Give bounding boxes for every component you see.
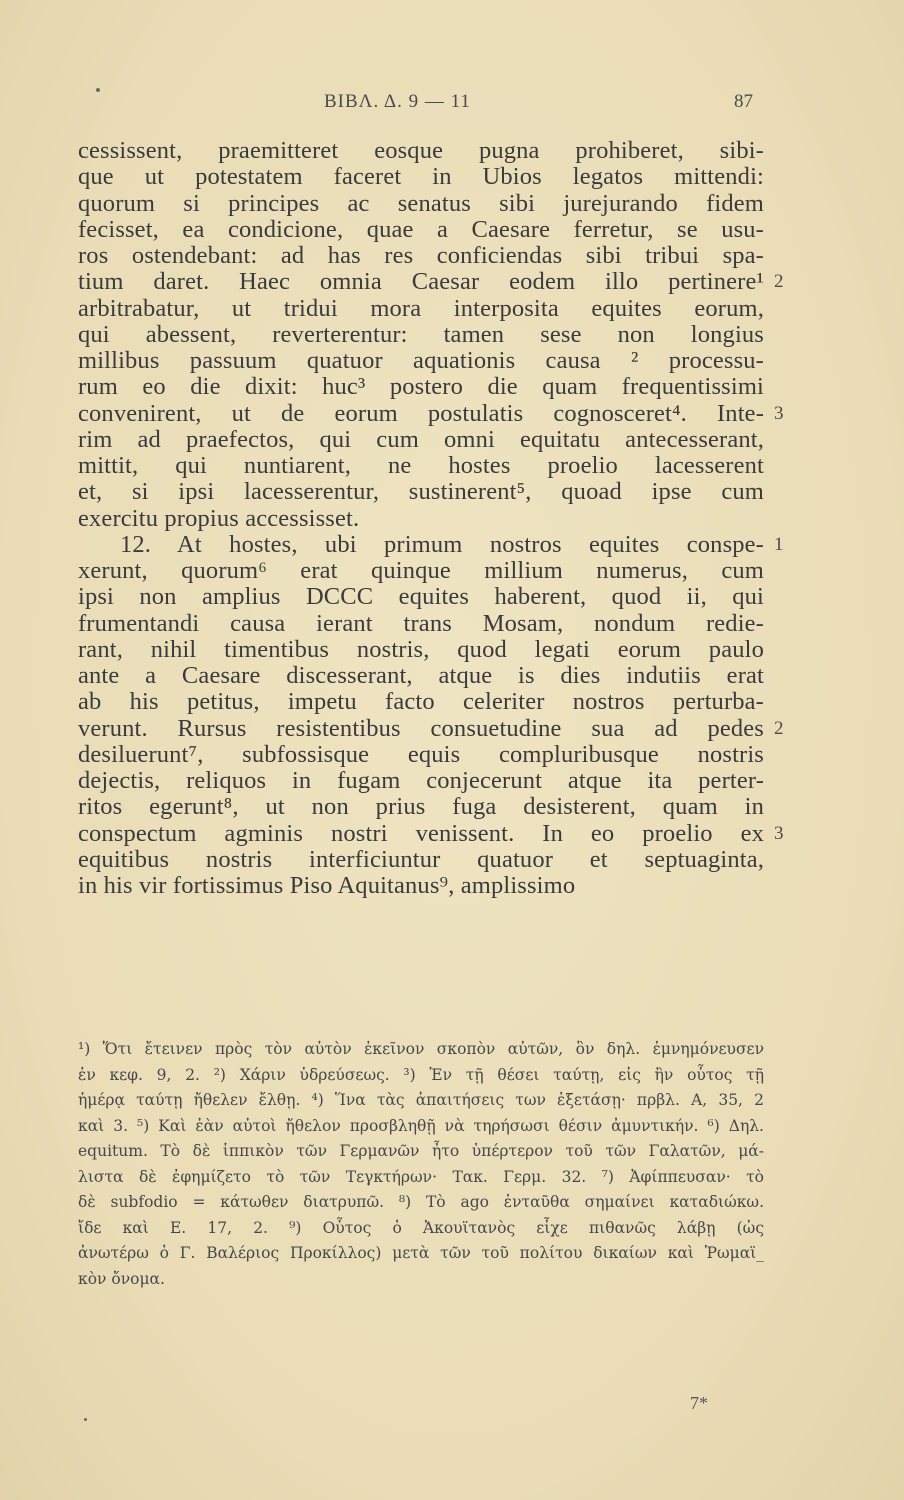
text-line-content: qui abessent, reverterentur: tamen sese non longius [78,320,764,348]
footnote-line: κὸν ὄνομα. [78,1269,165,1288]
text-line [78,530,784,558]
text-line [78,768,764,794]
text-line [78,819,784,847]
text-line [78,427,764,453]
footnote-line: equitum. Τὸ δὲ ἱππικὸν τῶν Γερμανῶν ἦτο ὑπέρτερον τοῦ τῶν Γαλατῶν, μά- [78,1142,764,1160]
text-line-content: verunt. Rursus resistentibus consuetudine sua ad pedes [78,714,764,742]
text-line [78,663,764,689]
page-header [0,91,904,121]
margin-section-number: 1 [774,533,784,555]
text-line [78,847,764,873]
text-line [78,584,764,610]
text-line [78,348,764,374]
text-line [78,637,764,663]
text-line-content: ipsi non amplius DCCC equites haberent, quod ii, qui [78,583,764,611]
text-line [78,217,764,243]
footnote-line: ἡμέρᾳ ταύτῃ ἤθελεν ἔλθῃ. ⁴) Ἵνα τὰς ἀπαιτήσεις των ἐξετάσῃ· πρβλ. A, 35, 2 [78,1091,764,1109]
text-line-content: xerunt, quorum⁶ erat quinque millium numerus, cum [78,557,764,584]
text-line-content: ab his petitus, impetu facto celeriter nostros perturba- [78,688,764,716]
footnote-line: ἐν κεφ. 9, 2. ²) Χάριν ὑδρεύσεως. ³) Ἐν τῇ θέσει ταύτῃ, εἰς ἣν οὗτος τῇ [78,1065,764,1084]
text-line-content: rant, nihil timentibus nostris, quod legati eorum paulo [78,635,764,663]
text-line-content: in his vir fortissimus Piso Aquitanus⁹, amplissimo [78,872,576,899]
text-line-content: 12. At hostes, ubi primum nostros equites conspe- [120,530,764,558]
text-line-content: rum eo die dixit: huc³ postero die quam frequentissimi [78,373,764,401]
text-line-content: arbitrabatur, ut tridui mora interposita equites eorum, [78,294,764,322]
text-line-content: conspectum agminis nostri venissent. In eo proelio ex [78,819,764,847]
text-line-content: et, si ipsi lacesserentur, sustinerent⁵, quoad ipse cum [78,478,764,506]
text-line [78,164,764,190]
text-line-content: exercitu propius accessisset. [78,504,360,532]
margin-section-number: 3 [774,402,784,424]
text-line-content: fecisset, ea condicione, quae a Caesare ferretur, se usu- [78,215,764,243]
text-line-content: mittit, qui nuntiarent, ne hostes proelio lacesserent [78,452,764,479]
text-line-content: ros ostendebant: ad has res conficiendas sibi tribui spa- [78,242,764,269]
text-line [78,322,764,348]
text-line-content: ante a Caesare discesserant, atque is dies indutiis erat [78,662,764,689]
margin-section-number: 2 [774,271,784,293]
text-line-content: cessissent, praemitteret eosque pugna prohiberet, sibi- [78,137,764,164]
text-line-content: que ut potestatem faceret in Ubios legatos mittendi: [78,163,764,191]
text-line-content: dejectis, reliquos in fugam conjecerunt atque ita perter- [78,767,764,794]
text-line [78,479,764,505]
text-line-content: desiluerunt⁷, subfossisque equis compluribusque nostris [78,740,764,768]
text-line [78,268,784,296]
text-line [78,558,764,584]
text-line [78,873,764,899]
footnotes [78,1037,764,1292]
text-line [78,506,764,532]
footnote-line: ¹) Ὅτι ἔτεινεν πρὸς τὸν αὐτὸν ἐκεῖνον σκοπὸν αὐτῶν, ὃν δηλ. ἐμνημόνευσεν [78,1040,764,1058]
ink-speck [84,1418,87,1421]
running-head: BIBΛ. Δ. 9 — 11 [324,91,471,112]
text-line-content: quorum si principes ac senatus sibi jurejurando fidem [78,189,764,217]
main-text [78,137,784,899]
text-line [78,399,784,427]
text-line-content: equitibus nostris interficiuntur quatuor et septuaginta, [78,845,764,873]
footnote-line: δὲ subfodio = κάτωθεν διατρυπῶ. ⁸) Τὸ ago ἐνταῦθα σημαίνει καταδιώκω. [78,1193,764,1211]
margin-section-number: 2 [774,717,784,739]
footnote-line: ἀνωτέρω ὁ Γ. Βαλέριος Προκίλλος) μετὰ τῶν τοῦ πολίτου δικαίων καὶ Ῥωμαϊ_ [78,1244,764,1262]
text-line [78,689,764,715]
footnote-line: ἴδε καὶ E. 17, 2. ⁹) Οὗτος ὁ Ἀκουϊτανὸς εἶχε πιθανῶς λάβῃ (ὡς [78,1218,764,1237]
text-line [78,243,764,269]
page-number: 87 [734,91,753,112]
text-line-content: convenirent, ut de eorum postulatis cognosceret⁴. Inte- [78,399,764,427]
text-line [78,374,764,400]
text-line [78,794,764,820]
text-line [78,742,764,768]
signature-mark: 7* [690,1393,708,1413]
text-line-content: tium daret. Haec omnia Caesar eodem illo pertinere¹ [78,268,764,296]
text-line-content: rim ad praefectos, qui cum omni equitatu antecesserant, [78,425,764,453]
text-line [78,453,764,479]
text-line [78,611,764,637]
text-line [78,296,764,322]
text-line-content: frumentandi causa ierant trans Mosam, nondum redie- [78,609,764,637]
text-line-content: millibus passuum quatuor aquationis causa ² processu- [78,347,764,374]
text-line-content: ritos egerunt⁸, ut non prius fuga desisterent, quam in [78,793,764,821]
margin-section-number: 3 [774,822,784,844]
text-line [78,714,784,742]
text-line [78,138,764,164]
footnote-line: καὶ 3. ⁵) Καὶ ἐὰν αὐτοὶ ἤθελον προσβληθῇ νὰ τηρήσωσι θέσιν ἀμυντικήν. ⁶) Δηλ. [78,1116,764,1135]
footnote-line: λιστα δὲ ἐφημίζετο τὸ τῶν Τεγκτήρων· Τακ. Γερμ. 32. ⁷) Ἀφίππευσαν· τὸ [78,1167,764,1186]
text-line [78,191,764,217]
